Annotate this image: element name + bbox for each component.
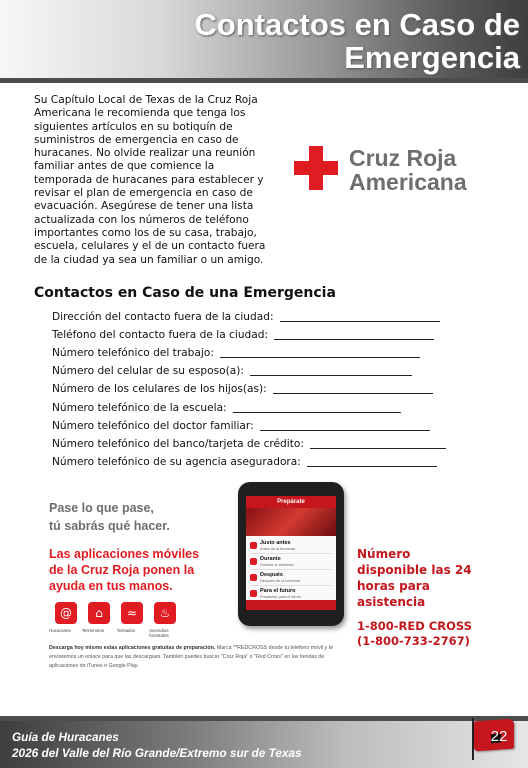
phone-screen bbox=[246, 496, 336, 610]
ad-headline: Las aplicaciones móviles bbox=[49, 547, 200, 561]
fill-in-line[interactable] bbox=[220, 357, 420, 358]
page-number: 22 bbox=[490, 728, 508, 745]
phone-menu-item-sub: Prepárese para el futuro bbox=[260, 595, 301, 599]
app-icon-label: Terremotos bbox=[81, 628, 105, 633]
ad-tagline: Pase lo que pase, bbox=[49, 501, 154, 515]
availability-line: disponible las 24 bbox=[357, 563, 472, 577]
phone-menu-item bbox=[250, 570, 332, 586]
hotline-number[interactable]: 1-800-RED CROSS bbox=[357, 619, 472, 633]
phone-screen-banner bbox=[246, 508, 336, 536]
form-row bbox=[52, 306, 472, 324]
fill-in-line[interactable] bbox=[273, 393, 433, 394]
form-row bbox=[52, 451, 472, 469]
fill-in-line[interactable] bbox=[307, 466, 437, 467]
ad-fine-print bbox=[49, 644, 339, 671]
phone-menu-item bbox=[250, 554, 332, 570]
form-row-label: Número de los celulares de los hijos(as): bbox=[52, 383, 267, 396]
form-row-label: Teléfono del contacto fuera de la ciudad: bbox=[52, 329, 269, 342]
phone-menu-item-title: Para el futuro bbox=[260, 588, 296, 594]
page-footer bbox=[0, 721, 528, 768]
app-icon-label: Huracanes bbox=[49, 628, 71, 633]
footer-guide-title: Guía de Huracanes bbox=[12, 730, 119, 744]
phone-screen-tabbar bbox=[246, 600, 336, 610]
logo-text-line2: Americana bbox=[349, 169, 467, 195]
fill-in-line[interactable] bbox=[233, 412, 401, 413]
availability-line: Número bbox=[357, 547, 411, 561]
form-row-label: Número del celular de su esposo(a): bbox=[52, 365, 244, 378]
ad-headline: de la Cruz Roja ponen la bbox=[49, 563, 195, 577]
ad-tagline: tú sabrás qué hacer. bbox=[49, 519, 170, 533]
phone-screen-title: Prepárate bbox=[246, 496, 336, 508]
fill-in-line[interactable] bbox=[260, 430, 430, 431]
availability-note bbox=[357, 546, 487, 610]
form-row bbox=[52, 415, 472, 433]
logo-text-line1: Cruz Roja bbox=[349, 145, 457, 171]
hotline-numbers bbox=[357, 619, 507, 649]
phone-menu-item-sub: Antes de la tormenta bbox=[260, 547, 296, 551]
tornado-icon[interactable]: ≈ bbox=[121, 602, 143, 624]
wildfire-icon[interactable]: ♨ bbox=[154, 602, 176, 624]
red-cross-logo bbox=[294, 146, 504, 194]
form-row bbox=[52, 433, 472, 451]
phone-menu-item-title: Durante bbox=[260, 556, 281, 562]
form-row-label: Dirección del contacto fuera de la ciudad: bbox=[52, 311, 274, 324]
app-icon-row bbox=[49, 602, 189, 642]
emergency-contacts-heading: Contactos en Caso de una Emergencia bbox=[34, 285, 336, 301]
form-row bbox=[52, 378, 472, 396]
ad-headline: ayuda en tus manos. bbox=[49, 579, 173, 593]
red-cross-icon bbox=[294, 146, 338, 190]
fill-in-line[interactable] bbox=[280, 321, 440, 322]
hurricane-icon[interactable]: @ bbox=[55, 602, 77, 624]
form-row-label: Número telefónico de su agencia aseguradora: bbox=[52, 455, 301, 468]
form-row bbox=[52, 324, 472, 342]
emergency-contacts-form bbox=[52, 306, 472, 469]
ad-fine-print-rest: Marca **REDCROSS desde tu teléfono móvil y te enviaremos un enlace para que las descargues. También puedes buscar "Cruz Roja" o "Red Cross" en las tiendas de aplicaciones de iTunes o Google Play. bbox=[49, 645, 334, 669]
app-icon-label: Tornados bbox=[116, 628, 136, 633]
availability-line: asistencia bbox=[357, 595, 426, 609]
phone-menu-item-sub: Después de la tormenta bbox=[260, 579, 301, 583]
form-row-label: Número telefónico del doctor familiar: bbox=[52, 419, 254, 432]
availability-line: horas para bbox=[357, 579, 430, 593]
phone-menu-item-sub: Durante la tormenta bbox=[260, 563, 294, 567]
intro-paragraph: Su Capítulo Local de Texas de la Cruz Roja Americana le recomienda que tenga los siguientes artículos en su botiquín de suministros de emergencia en caso de huracanes. No olvide realizar una reunión familiar antes de que comience la temporada de huracanes para establecer y revisar el plan de emergencia en caso de evacuación. Asegúrese de tener una lista actualizada con los números de teléfono importantes como los de su casa, trabajo, escuela, celulares y el de un contacto fuera de la ciudad ya sea un familiar o un amigo. bbox=[34, 94, 266, 266]
app-icon-label: Incendios forestales bbox=[149, 628, 169, 638]
page-title: Contactos en Caso de Emergencia bbox=[194, 7, 520, 75]
form-row bbox=[52, 360, 472, 378]
page-header bbox=[0, 0, 528, 78]
earthquake-icon[interactable]: ⌂ bbox=[88, 602, 110, 624]
smartphone-image bbox=[238, 482, 344, 626]
phone-menu-item-title: Después bbox=[260, 572, 283, 578]
ad-fine-print-bold: Descarga hoy mismo estas aplicaciones gratuitas de preparación. bbox=[49, 645, 216, 651]
phone-menu-item bbox=[250, 538, 332, 554]
form-row-label: Número telefónico del banco/tarjeta de crédito: bbox=[52, 437, 304, 450]
footer-guide-subtitle: 2026 del Valle del Río Grande/Extremo sur de Texas bbox=[12, 746, 302, 760]
hotline-number-digits[interactable]: (1-800-733-2767) bbox=[357, 634, 470, 648]
phone-menu-item-title: Justo antes bbox=[260, 540, 291, 546]
form-row bbox=[52, 342, 472, 360]
fill-in-line[interactable] bbox=[250, 375, 412, 376]
fill-in-line[interactable] bbox=[274, 339, 434, 340]
form-row bbox=[52, 396, 472, 414]
form-row-label: Número telefónico de la escuela: bbox=[52, 401, 227, 414]
fill-in-line[interactable] bbox=[310, 448, 446, 449]
form-row-label: Número telefónico del trabajo: bbox=[52, 347, 214, 360]
header-divider bbox=[0, 78, 528, 83]
